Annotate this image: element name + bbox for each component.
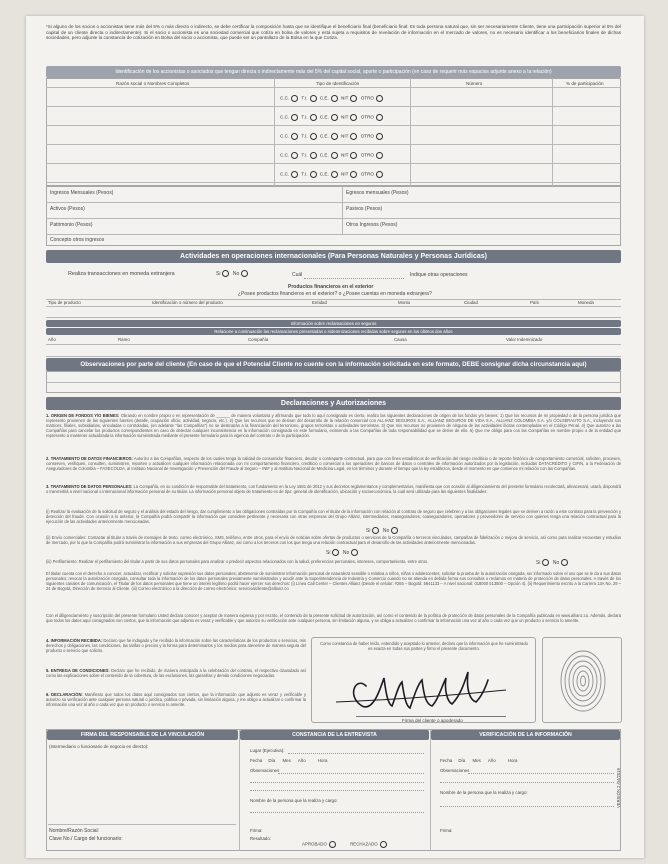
p7-text: El titular cuenta con el derecho a conocer, actualizar, rectificar y solicitar supresión sus datos personales; abstenerse de suministrar información personal de naturaleza sensible o relativa a niños, niñas o adolescentes; solicitar la prueba de la autorización otorgada, ser informado sobre el uso que se le da a sus datos personales; revocar la autorización otorgada, consultar toda la información de los datos personales previamente suministrados y acudir ante la Superintendencia de Industria y Comercio cuando no se atienda en debida forma sus consultas o reclamos en materia de protección de datos personales. A través de los siguientes canales de comunicación, el Titular de los datos personales que tiene un interés legítimo podrá hacer ejercer sus derechos: (i) Línea Call Center – Clientes Allianz (Desde el celular: #265 – Bogotá: 5941133 – A nivel nacional: 018000 513500 – Opción 4). (ii) Requerimiento escrito a la Carrera 13A No. 29 – 24 de Bogotá, Dirección de Servicio al Cliente. (iii) Correo electrónico a la dirección de correo electrónico: servicioalcliente@allianz.co bbox=[46, 571, 621, 591]
col2-hour: Hora bbox=[317, 758, 328, 763]
id-option-radio[interactable] bbox=[350, 114, 357, 121]
international-bar: Actividades en operaciones internacionales (Para Personas Naturales y Personas Jurídicas) bbox=[46, 250, 621, 263]
concepto-label: Concepto otros ingresos bbox=[50, 237, 105, 243]
approved-radio[interactable] bbox=[329, 841, 336, 848]
col-id-type-header: Tipo de Identificación bbox=[316, 81, 360, 86]
product-col-header: Ciudad bbox=[464, 300, 478, 305]
p4-text: (i) Realizar la evaluación de la solicitud de seguro y el análisis del estado del riesgo, dar cumplimiento a las obligaciones contraídas por la Compañía con el titular de la información con relación al contrato de seguro que celebren y a las obligaciones legales que se deriven a razón a este contrato para la prevención y detección del fraude. Con ocasión a lo anterior, la Compañía podrá compartir la información que considere pertinente y necesaria con otras empresas del Grupo Allianz, intermediarios, reaseguradores, coaseguradores, operadores y proveedores de servicio con quienes tenga una relación contractual para la ejecución de las actividades anteriormente mencionadas. bbox=[46, 509, 621, 524]
client-signature bbox=[326, 656, 526, 714]
p1-text: Obrando en nombre propio o en representación de ______ de manera voluntaria y afirmando que todo lo aquí consignado es cierto, realizo las siguientes declaraciones de origen de los fondos y/o bienes: 1) Que los recursos de mi propiedad o de la persona jurídica que represento provienen de las siguientes fuentes (detalle, ocupación oficio, actividad, negocio, etc.). 2) Que los recursos que se derivan del desarrollo de la relación comercial con ALLIANZ SEGUROS S.A., ALLIANZ SEGUROS DE VIDA S.A., ALLIANZ COLOMBIA S.A. y/o COLSERAUTO S.A., incluyendo sus matrices, filiales, subsidiarias, vinculadas o controladas, (en adelante "las Compañías") no se destinarán a la financiación del terrorismo, grupos terroristas o actividades terroristas. 3) Que mis recursos no provienen de ninguna de las actividades ilícitas contempladas en el Código Penal. 4) Que autorizo a las Compañías para cancelar los productos correspondientes en caso de detectar cualquier inconsistencia en la información consignada en este formulario, eximiendo a las Compañías de toda responsabilidad que se derive de ello. 5) Que me obligo para con las Compañías en nombre propio o de la entidad que represento a mantener actualizada la información suministrada mediante el presente formulario para la vigencia del contrato o de la participación. bbox=[46, 413, 621, 438]
id-option-radio[interactable] bbox=[376, 114, 383, 121]
p5-no-radio[interactable] bbox=[351, 549, 358, 556]
pasivos-label: Pasivos (Pesos) bbox=[346, 206, 383, 212]
id-option-label: T.I. bbox=[301, 114, 308, 120]
intro-note: *Si alguno de los socios o accionistas tiene más del 5% o más directo o indirecto, se debe certificar la composición hasta que se identifique el beneficiario final (beneficiario final: Es toda persona natural que, sin ser necesariamente Cliente, tiene una participación superior al 5% del capital de un cliente directa o indirectamente). Si el socio o accionista es una sociedad comercial que cotiza en bolsa de valores y está sujeta a requisitos de revelación de información en el mercado de valores, no es necesario identificar a los beneficiarios finales de dichas sociedades, pero adjunte la constancia de cotización en Bolsa del socio o accionista, que puede ser un pantallazo de la Bolsa en la que Cotiza. bbox=[46, 24, 621, 41]
col2-place: Lugar (Ejecutiva): bbox=[250, 748, 285, 753]
col2-day: Día bbox=[268, 758, 276, 763]
rejected-radio[interactable] bbox=[380, 841, 387, 848]
indique-label: Indique otras operaciones bbox=[410, 272, 468, 278]
col2-date: Fecha bbox=[250, 758, 263, 763]
id-option-radio[interactable] bbox=[376, 171, 383, 178]
id-option-radio[interactable] bbox=[291, 133, 298, 140]
col3-hour: Hora bbox=[507, 758, 518, 763]
p5-si-label: Si bbox=[326, 549, 331, 556]
id-option-radio[interactable] bbox=[310, 95, 317, 102]
id-option-label: C.C. bbox=[280, 114, 290, 120]
p4-no-label: No bbox=[382, 527, 390, 534]
fingerprint-icon bbox=[556, 646, 610, 716]
shareholder-row-id-options bbox=[280, 152, 385, 159]
col3-title: VERIFICACIÓN DE LA INFORMACIÓN bbox=[431, 730, 620, 740]
id-option-label: NIT bbox=[341, 95, 349, 101]
product-col-header: País bbox=[530, 300, 539, 305]
claims-col-header: Compañía bbox=[248, 337, 269, 342]
egresos-label: Egresos mensuales (Pesos) bbox=[346, 190, 409, 196]
product-col-header: Tipo de producto bbox=[48, 300, 81, 305]
id-option-label: T.I. bbox=[301, 152, 308, 158]
col3-month: Mes bbox=[472, 758, 481, 763]
product-col-header: Moneda bbox=[578, 300, 594, 305]
products-question: ¿Posee productos financieros en el exterior? o ¿Posee cuentas en moneda extranjera? bbox=[238, 291, 432, 297]
id-option-radio[interactable] bbox=[376, 152, 383, 159]
id-option-radio[interactable] bbox=[331, 152, 338, 159]
shareholder-row-id-options bbox=[280, 133, 385, 140]
col1-sub: (Intermediario o funcionario de negocio en directo): bbox=[49, 744, 149, 749]
product-col-header: Identificación o número del producto bbox=[152, 300, 223, 305]
id-option-radio[interactable] bbox=[291, 152, 298, 159]
claims-col-header: Valor Indemnizado bbox=[506, 337, 543, 342]
p4-no-radio[interactable] bbox=[391, 527, 398, 534]
p9-head: 4. INFORMACIÓN RECIBIDA: bbox=[46, 638, 103, 643]
observations-bar: Observaciones por parte del cliente (En caso de que el Potencial Cliente no cuente con la información solicitada en este formato, DEBE consignar dicha circunstancia aquí) bbox=[46, 358, 621, 371]
id-option-radio[interactable] bbox=[310, 152, 317, 159]
p11-text: Manifiesto que todos los datos aquí consignados son ciertos, que la información que adjunto es veraz y verificable y autorizo su verificación ante cualquier persona natural o jurídica, pública o privada, sin limitación alguna, y me obligo a actualizar o confirmar la información una vez al año o cada vez que un producto o servicio lo amerite. bbox=[46, 692, 306, 707]
id-option-radio[interactable] bbox=[331, 133, 338, 140]
p9-text: Declaro que he indagado y he recibido la información sobre las características de los productos o servicios, mis derechos y obligaciones, las condiciones, las tarifas o precios y la forma para determinarlos y los medios para atenerme de manera segura del producto o servicio que solicito. bbox=[46, 638, 306, 653]
claims-sub-bar: Relacione a continuación las reclamaciones presentadas o indemnizaciones recibidas sobre seguros en los últimos dos años bbox=[46, 328, 621, 335]
id-option-radio[interactable] bbox=[350, 171, 357, 178]
product-col-header: Monto bbox=[398, 300, 411, 305]
claims-bar: Información sobre reclamaciones en seguros bbox=[46, 320, 621, 327]
col2-title: CONSTANCIA DE LA ENTREVISTA bbox=[240, 730, 429, 740]
col-name-header: Razón social o Nombres Completos bbox=[116, 81, 190, 86]
col-number-header: Número bbox=[466, 81, 483, 86]
id-option-label: C.C. bbox=[280, 171, 290, 177]
id-option-label: C.E. bbox=[319, 133, 329, 139]
id-option-label: C.E. bbox=[319, 114, 329, 120]
p6-si-label: Si bbox=[536, 559, 541, 566]
col2-result: Resultado: bbox=[250, 836, 271, 841]
id-option-radio[interactable] bbox=[331, 171, 338, 178]
id-option-label: C.C. bbox=[280, 133, 290, 139]
col2-sign: Firma: bbox=[250, 828, 263, 833]
id-option-radio[interactable] bbox=[331, 95, 338, 102]
fx-question: Realiza transacciones en moneda extranjera bbox=[68, 271, 175, 277]
id-option-radio[interactable] bbox=[376, 133, 383, 140]
fx-si-label: Si bbox=[216, 270, 221, 277]
id-option-label: OTRO bbox=[360, 171, 374, 177]
id-option-label: OTRO bbox=[360, 133, 374, 139]
p2-text: Autorizo a las Compañías, respecto de los cuales tenga la calidad de consumidor financiero, deudor o contraparte contractual, para que con fines estadísticos de verificación del riesgo crediticio o de reporte histórico de comportamiento comercial, soliciten, procesen, conserven, verifiquen, consulten, suministren, reporten o actualicen cualquier información relacionada con mi comportamiento financiero, crediticio o comercial a los operadores de bancos de datos o centrales de información autorizados por la legislación, incluidas DATACRÉDITO y CIFIN, a la Federación de Aseguradores de Colombia – FASECOLDA, al Instituto Nacional de Investigación y Prevención del Fraude al Seguro – INIF y al Instituto Nacional de Medicina Legal, en los términos y durante el tiempo que la ley establezca, desde el momento en que comience mi relación con las Compañías. bbox=[46, 456, 621, 471]
p3-text: La Compañía, en su condición de responsable del tratamiento, con fundamento en la Ley 1581 de 2012 y sus decretos reglamentarios y complementarios, manifiesta que con ocasión al diligenciamiento del presente formulario recolectará, almacenará, usará, dispondrá o transmitirá a nivel nacional o internacional información personal de su titular. La información personal objeto de tratamiento es de tipo: general de identificación, ubicación y socioeconómica, la cual será utilizada para las siguientes finalidades: bbox=[46, 484, 621, 494]
shareholder-row-id-options bbox=[280, 171, 385, 178]
col3-obs: Observaciones bbox=[440, 768, 470, 773]
id-option-radio[interactable] bbox=[350, 133, 357, 140]
p11-head: 6. DECLARACIÓN: bbox=[46, 692, 83, 697]
activos-label: Activos (Pesos) bbox=[50, 206, 85, 212]
p4-si-label: Si bbox=[366, 527, 371, 534]
form-page bbox=[26, 16, 644, 858]
id-option-radio[interactable] bbox=[310, 133, 317, 140]
signature-label: Firma del cliente o apoderado bbox=[402, 718, 463, 723]
id-option-label: T.I. bbox=[301, 133, 308, 139]
col3-sign: Firma: bbox=[440, 828, 453, 833]
id-option-label: OTRO bbox=[360, 95, 374, 101]
id-option-radio[interactable] bbox=[310, 114, 317, 121]
col2-person: Nombre de la persona que la realiza y cargo: bbox=[250, 798, 338, 803]
financial-block bbox=[46, 186, 621, 246]
p5-si-radio[interactable] bbox=[332, 549, 339, 556]
id-option-label: NIT bbox=[341, 114, 349, 120]
patrimonio-label: Patrimonio (Pesos) bbox=[50, 222, 93, 228]
col1-code: Clave No./ Cargo del funcionario: bbox=[49, 836, 123, 842]
shareholder-row-id-options bbox=[280, 114, 385, 121]
p10-text: Declaro que he recibido, de manera anticipada a la celebración del contrato, el respectivo clausulado así como las explicaciones sobre el contenido de la cobertura, de las exclusiones, las garantías y demás condiciones negociadas. bbox=[46, 668, 306, 678]
declarations-bar: Declaraciones y Autorizaciones bbox=[46, 397, 621, 410]
id-option-label: T.I. bbox=[301, 95, 308, 101]
products-title: Productos financieros en el exterior bbox=[288, 284, 374, 290]
col1-name: Nombre/Razón Social: bbox=[49, 828, 100, 834]
id-option-label: NIT bbox=[341, 133, 349, 139]
id-option-radio[interactable] bbox=[376, 95, 383, 102]
id-option-label: C.E. bbox=[319, 95, 329, 101]
id-option-radio[interactable] bbox=[350, 95, 357, 102]
col-pct-header: % de participación bbox=[566, 81, 604, 86]
id-option-radio[interactable] bbox=[291, 95, 298, 102]
otros-ingresos-label: Otros Ingresos (Pesos) bbox=[346, 222, 398, 228]
claims-col-header: Causa bbox=[394, 337, 407, 342]
id-option-label: C.C. bbox=[280, 95, 290, 101]
id-option-label: OTRO bbox=[360, 152, 374, 158]
col2-rejected-label: RECHAZADO bbox=[350, 841, 378, 847]
claims-col-header: Ramo bbox=[118, 337, 130, 342]
id-option-label: OTRO bbox=[360, 114, 374, 120]
col3-person: Nombre de la persona que la realiza y cargo: bbox=[440, 790, 528, 795]
shareholders-bar: Identificación de los accionistas o asociados que tengan directa o indirectamente más del 5% del capital social, aporte o participación (en caso de requerir más espacios adjunte anexo a la relación) bbox=[46, 66, 621, 78]
p10-head: 5. ENTREGA DE CONDICIONES: bbox=[46, 668, 110, 673]
shareholder-row-id-options bbox=[280, 95, 385, 102]
col3-date: Fecha bbox=[440, 758, 453, 763]
id-option-label: T.I. bbox=[301, 171, 308, 177]
ingresos-label: Ingresos Mensuales (Pesos) bbox=[50, 190, 114, 196]
p5-no-label: No bbox=[342, 549, 350, 556]
cual-label: Cuál bbox=[292, 272, 303, 278]
id-option-radio[interactable] bbox=[331, 114, 338, 121]
p1-head: 1. ORIGEN DE FONDOS Y/O BIENES: bbox=[46, 413, 120, 418]
id-option-radio[interactable] bbox=[291, 171, 298, 178]
id-option-label: NIT bbox=[341, 171, 349, 177]
col2-month: Mes bbox=[282, 758, 291, 763]
p2-head: 2. TRATAMIENTO DE DATOS FINANCIEROS: bbox=[46, 456, 133, 461]
col3-day: Día bbox=[458, 758, 466, 763]
id-option-radio[interactable] bbox=[350, 152, 357, 159]
col2-approved-label: APROBADO bbox=[302, 841, 327, 847]
p6-no-label: No bbox=[552, 559, 560, 566]
fx-no-label: No bbox=[232, 270, 240, 277]
p5-text: (ii) Envío comerciales: Contactar al titular a través de mensajes de texto, correo electrónico, SMS, teléfono, entre otros, para el envío de noticias sobre ofertas de productos o servicios de la Compañía o terceros vinculados, campañas de fidelización o mejora de servicio, así como para realizar encuestas y estudios de mercado, por lo que la Compañía podrá suministrar la información a sus empresas del Grupo Allianz, así como a los terceros con los que tenga una relación contractual para el desarrollo de las actividades anteriormente mencionadas. bbox=[46, 535, 621, 545]
p6-text: (iii) Perfilamiento: Realizar el perfilamiento del titular a partir de sus datos personales para analizar o predecir aspectos relacionados con la salud, preferencias personales, intereses, comportamiento, entre otros. bbox=[46, 559, 429, 564]
id-option-label: C.E. bbox=[319, 171, 329, 177]
p8-text: Con el diligenciamiento y suscripción del presente formulario Usted declara conocer y aceptar de manera expresa y por escrito, el contenido de la presente solicitud de autorización, así como el contenido de la política de protección de datos personales de la Compañía publicada en www.allianz.co. Además, declara que todos los datos aquí consignados son ciertos, que la información que adjunto es veraz y verificable y que autorizo su verificación ante cualquier persona, sin limitación alguna, y se obliga a actualizar o confirmar la información una vez al año o cada vez que un producto o servicio lo amerite. bbox=[46, 613, 621, 623]
p6-no-radio[interactable] bbox=[561, 559, 568, 566]
product-col-header: Entidad bbox=[312, 300, 327, 305]
col1-title: FIRMA DEL RESPONSABLE DE LA VINCULACIÓN bbox=[47, 730, 238, 740]
version-label: VERSIÓN 2 /04/2019 bbox=[616, 768, 621, 808]
signature-text: Como constancia de haber leído, entendido y aceptado lo anterior, declaro que la información que he suministrado es exacta en todas sus partes y firmo el presente documento. bbox=[320, 641, 528, 652]
p6-si-radio[interactable] bbox=[542, 559, 549, 566]
fx-si-radio[interactable] bbox=[222, 270, 229, 277]
id-option-label: C.E. bbox=[319, 152, 329, 158]
col2-year: Año bbox=[297, 758, 306, 763]
id-option-radio[interactable] bbox=[291, 114, 298, 121]
col2-obs: Observaciones bbox=[250, 768, 280, 773]
id-option-radio[interactable] bbox=[310, 171, 317, 178]
p3-head: 3. TRATAMIENTO DE DATOS PERSONALES: bbox=[46, 484, 133, 489]
fx-no-radio[interactable] bbox=[241, 270, 248, 277]
claims-col-header: Año bbox=[48, 337, 56, 342]
id-option-label: C.C. bbox=[280, 152, 290, 158]
p4-si-radio[interactable] bbox=[372, 527, 379, 534]
col3-year: Año bbox=[487, 758, 496, 763]
id-option-label: NIT bbox=[341, 152, 349, 158]
